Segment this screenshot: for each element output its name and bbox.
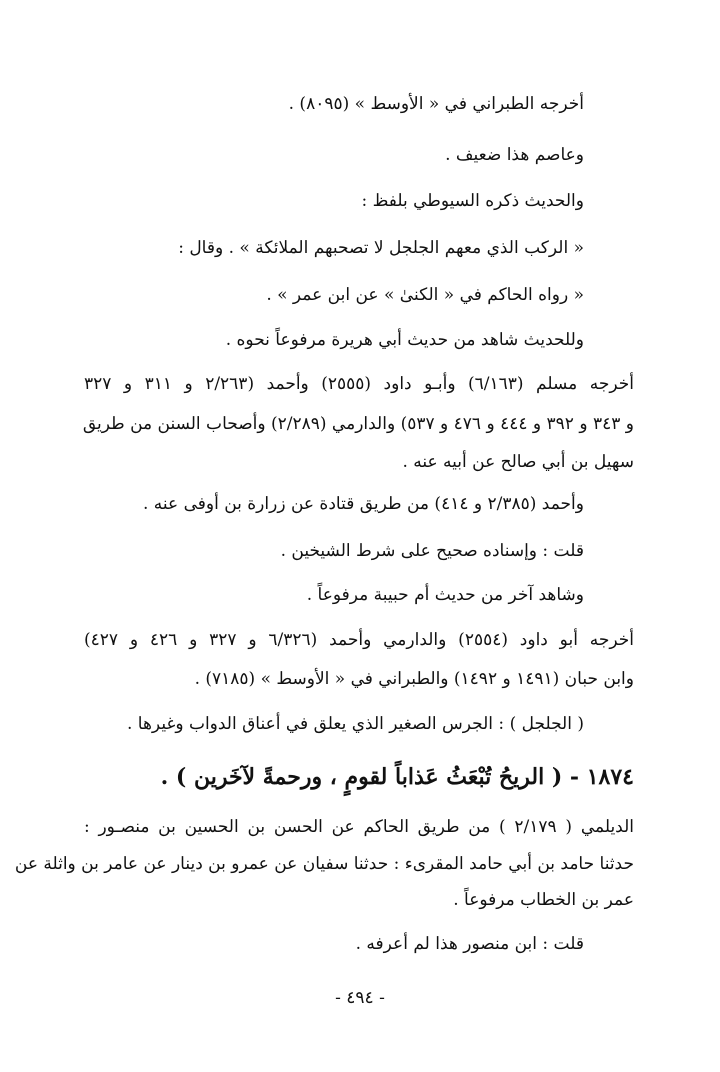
text-line: حدثنا حامد بن أبي حامد المقرىء : حدثنا سفيان عن عمرو بن دينار عن عامر بن واثلة عن: [14, 854, 634, 874]
page-number: - ٤٩٤ -: [335, 988, 385, 1008]
text-line: « رواه الحاكم في « الكنىٰ » عن ابن عمر » .: [266, 285, 584, 305]
text-line: وأحمد (٢/٣٨٥ و ٤١٤) من طريق قتادة عن زرارة بن أوفى عنه .: [142, 494, 584, 514]
text-line: وشاهد آخر من حديث أم حبيبة مرفوعاً .: [306, 585, 584, 605]
text-line: والحديث ذكره السيوطي بلفظ :: [361, 191, 584, 211]
text-line: وعاصم هذا ضعيف .: [445, 145, 584, 165]
text-line: و ٣٤٣ و ٣٩٢ و ٤٤٤ و ٤٧٦ و ٥٣٧) والدارمي (٢/٢٨٩) وأصحاب السنن من طريق: [82, 414, 634, 434]
text-line: أخرجه مسلم (٦/١٦٣) وأبـو داود (٢٥٥٥) وأحمد (٢/٢٦٣ و ٣١١ و ٣٢٧: [84, 374, 634, 394]
text-line: الديلمي ( ٢/١٧٩ ) من طريق الحاكم عن الحسن بن الحسين بن منصـور :: [84, 817, 635, 837]
text-line: وابن حبان (١٤٩١ و ١٤٩٢) والطبراني في « الأوسط » (٧١٨٥) .: [194, 669, 634, 689]
text-line: عمر بن الخطاب مرفوعاً .: [453, 890, 634, 910]
text-line: وللحديث شاهد من حديث أبي هريرة مرفوعاً نحوه .: [225, 330, 584, 350]
hadith-heading: ١٨٧٤ - ( الريحُ تُبْعَثُ عَذاباً لقومٍ ، ورحمةً لآخَرين ) .: [160, 764, 634, 790]
text-line: أخرجه الطبراني في « الأوسط » (٨٠٩٥) .: [288, 94, 584, 114]
text-line: سهيل بن أبي صالح عن أبيه عنه .: [402, 452, 634, 472]
text-line: ( الجلجل ) : الجرس الصغير الذي يعلق في أعناق الدواب وغيرها .: [126, 714, 584, 734]
text-line: « الركب الذي معهم الجلجل لا تصحبهم الملائكة » . وقال :: [178, 238, 584, 258]
text-line: قلت : وإسناده صحيح على شرط الشيخين .: [280, 541, 584, 561]
text-line: قلت : ابن منصور هذا لم أعرفه .: [355, 934, 584, 954]
text-line: أخرجه أبو داود (٢٥٥٤) والدارمي وأحمد (٦/٣٢٦ و ٣٢٧ و ٤٢٦ و ٤٢٧): [84, 630, 634, 650]
